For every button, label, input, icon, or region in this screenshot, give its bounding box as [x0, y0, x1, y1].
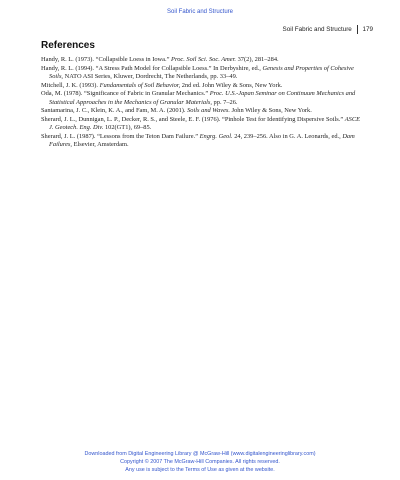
- reference-details: 24, 239–256. Also in G. A. Leonards, ed.,: [232, 132, 343, 140]
- reference-authors: Handy, R. L. (1973). “Collapsible Loess in Iowa.”: [41, 56, 172, 63]
- reference-entry: [41, 90, 366, 107]
- reference-details: 37(2), 281–284.: [236, 56, 279, 63]
- reference-entry: [41, 133, 366, 150]
- reference-entry: [41, 116, 366, 133]
- reference-entry: [41, 107, 366, 116]
- top-chapter-link[interactable]: Soil Fabric and Structure: [166, 9, 234, 15]
- reference-source: Dam Failures,: [49, 132, 355, 148]
- reference-source: Proc. Soil Sci. Soc. Amer.: [171, 56, 237, 63]
- reference-details: 102(GT1), 69–85.: [103, 124, 152, 131]
- reference-details: John Wiley & Sons, New York.: [230, 107, 312, 114]
- reference-authors: Sherard, J. L. (1987). “Lessons from the Teton Dam Failure.”: [41, 132, 200, 140]
- reference-details: Elsevier, Amsterdam.: [72, 141, 129, 148]
- reference-source: Soils and Waves.: [187, 107, 230, 114]
- reference-source: Genesis and Properties of Cohesive Soils,: [49, 64, 354, 80]
- reference-entry: [41, 65, 366, 82]
- footer-copyright-link[interactable]: Copyright © 2007 The McGraw-Hill Companies. All rights reserved.: [120, 459, 280, 466]
- page-number: 179: [362, 26, 373, 33]
- reference-authors: Handy, R. L. (1994). “A Stress Path Model for Collapsible Loess.” In Derbyshire, ed.,: [41, 64, 263, 72]
- footer-terms-link[interactable]: Any use is subject to the Terms of Use as given at the website.: [125, 467, 275, 474]
- reference-details: NATO ASI Series, Kluwer, Dordrecht, The Netherlands, pp. 33–49.: [63, 73, 238, 80]
- reference-details: 2nd ed. John Wiley & Sons, New York.: [180, 81, 283, 89]
- reference-source: Engrg. Geol.: [199, 132, 233, 140]
- reference-source: Fundamentals of Soil Behavior,: [99, 81, 181, 89]
- reference-entry: [41, 56, 366, 65]
- running-header: [283, 25, 374, 34]
- footer-download-link[interactable]: Downloaded from Digital Engineering Library @ McGraw-Hill (www.digitalengineeringlibrary.com): [84, 451, 316, 457]
- reference-source: Proc. U.S.-Japan Seminar on Continuum Mechanics and Statistical Approaches in the Mechanics of Granular Materials,: [49, 90, 356, 106]
- reference-authors: Mitchell, J. K. (1993).: [41, 81, 100, 89]
- section-heading: References: [41, 40, 95, 51]
- running-title: Soil Fabric and Structure: [282, 26, 352, 33]
- reference-entry: [41, 82, 366, 91]
- reference-authors: Sherard, J. L., Dunnigan, L. P., Decker, R. S., and Steele, E. F. (1976). “Pinhole Test for Identifying Dispersive Soils.”: [41, 115, 345, 123]
- footer-notice: [0, 450, 400, 475]
- reference-list: [41, 56, 366, 150]
- reference-source: ASCE J. Geotech. Eng. Div.: [49, 115, 361, 131]
- reference-authors: Santamarina, J. C., Klein, K. A., and Fam, M. A. (2001).: [41, 107, 188, 114]
- reference-authors: Oda, M. (1978). “Significance of Fabric in Granular Mechanics.”: [41, 90, 210, 97]
- reference-details: pp. 7–26.: [211, 98, 238, 106]
